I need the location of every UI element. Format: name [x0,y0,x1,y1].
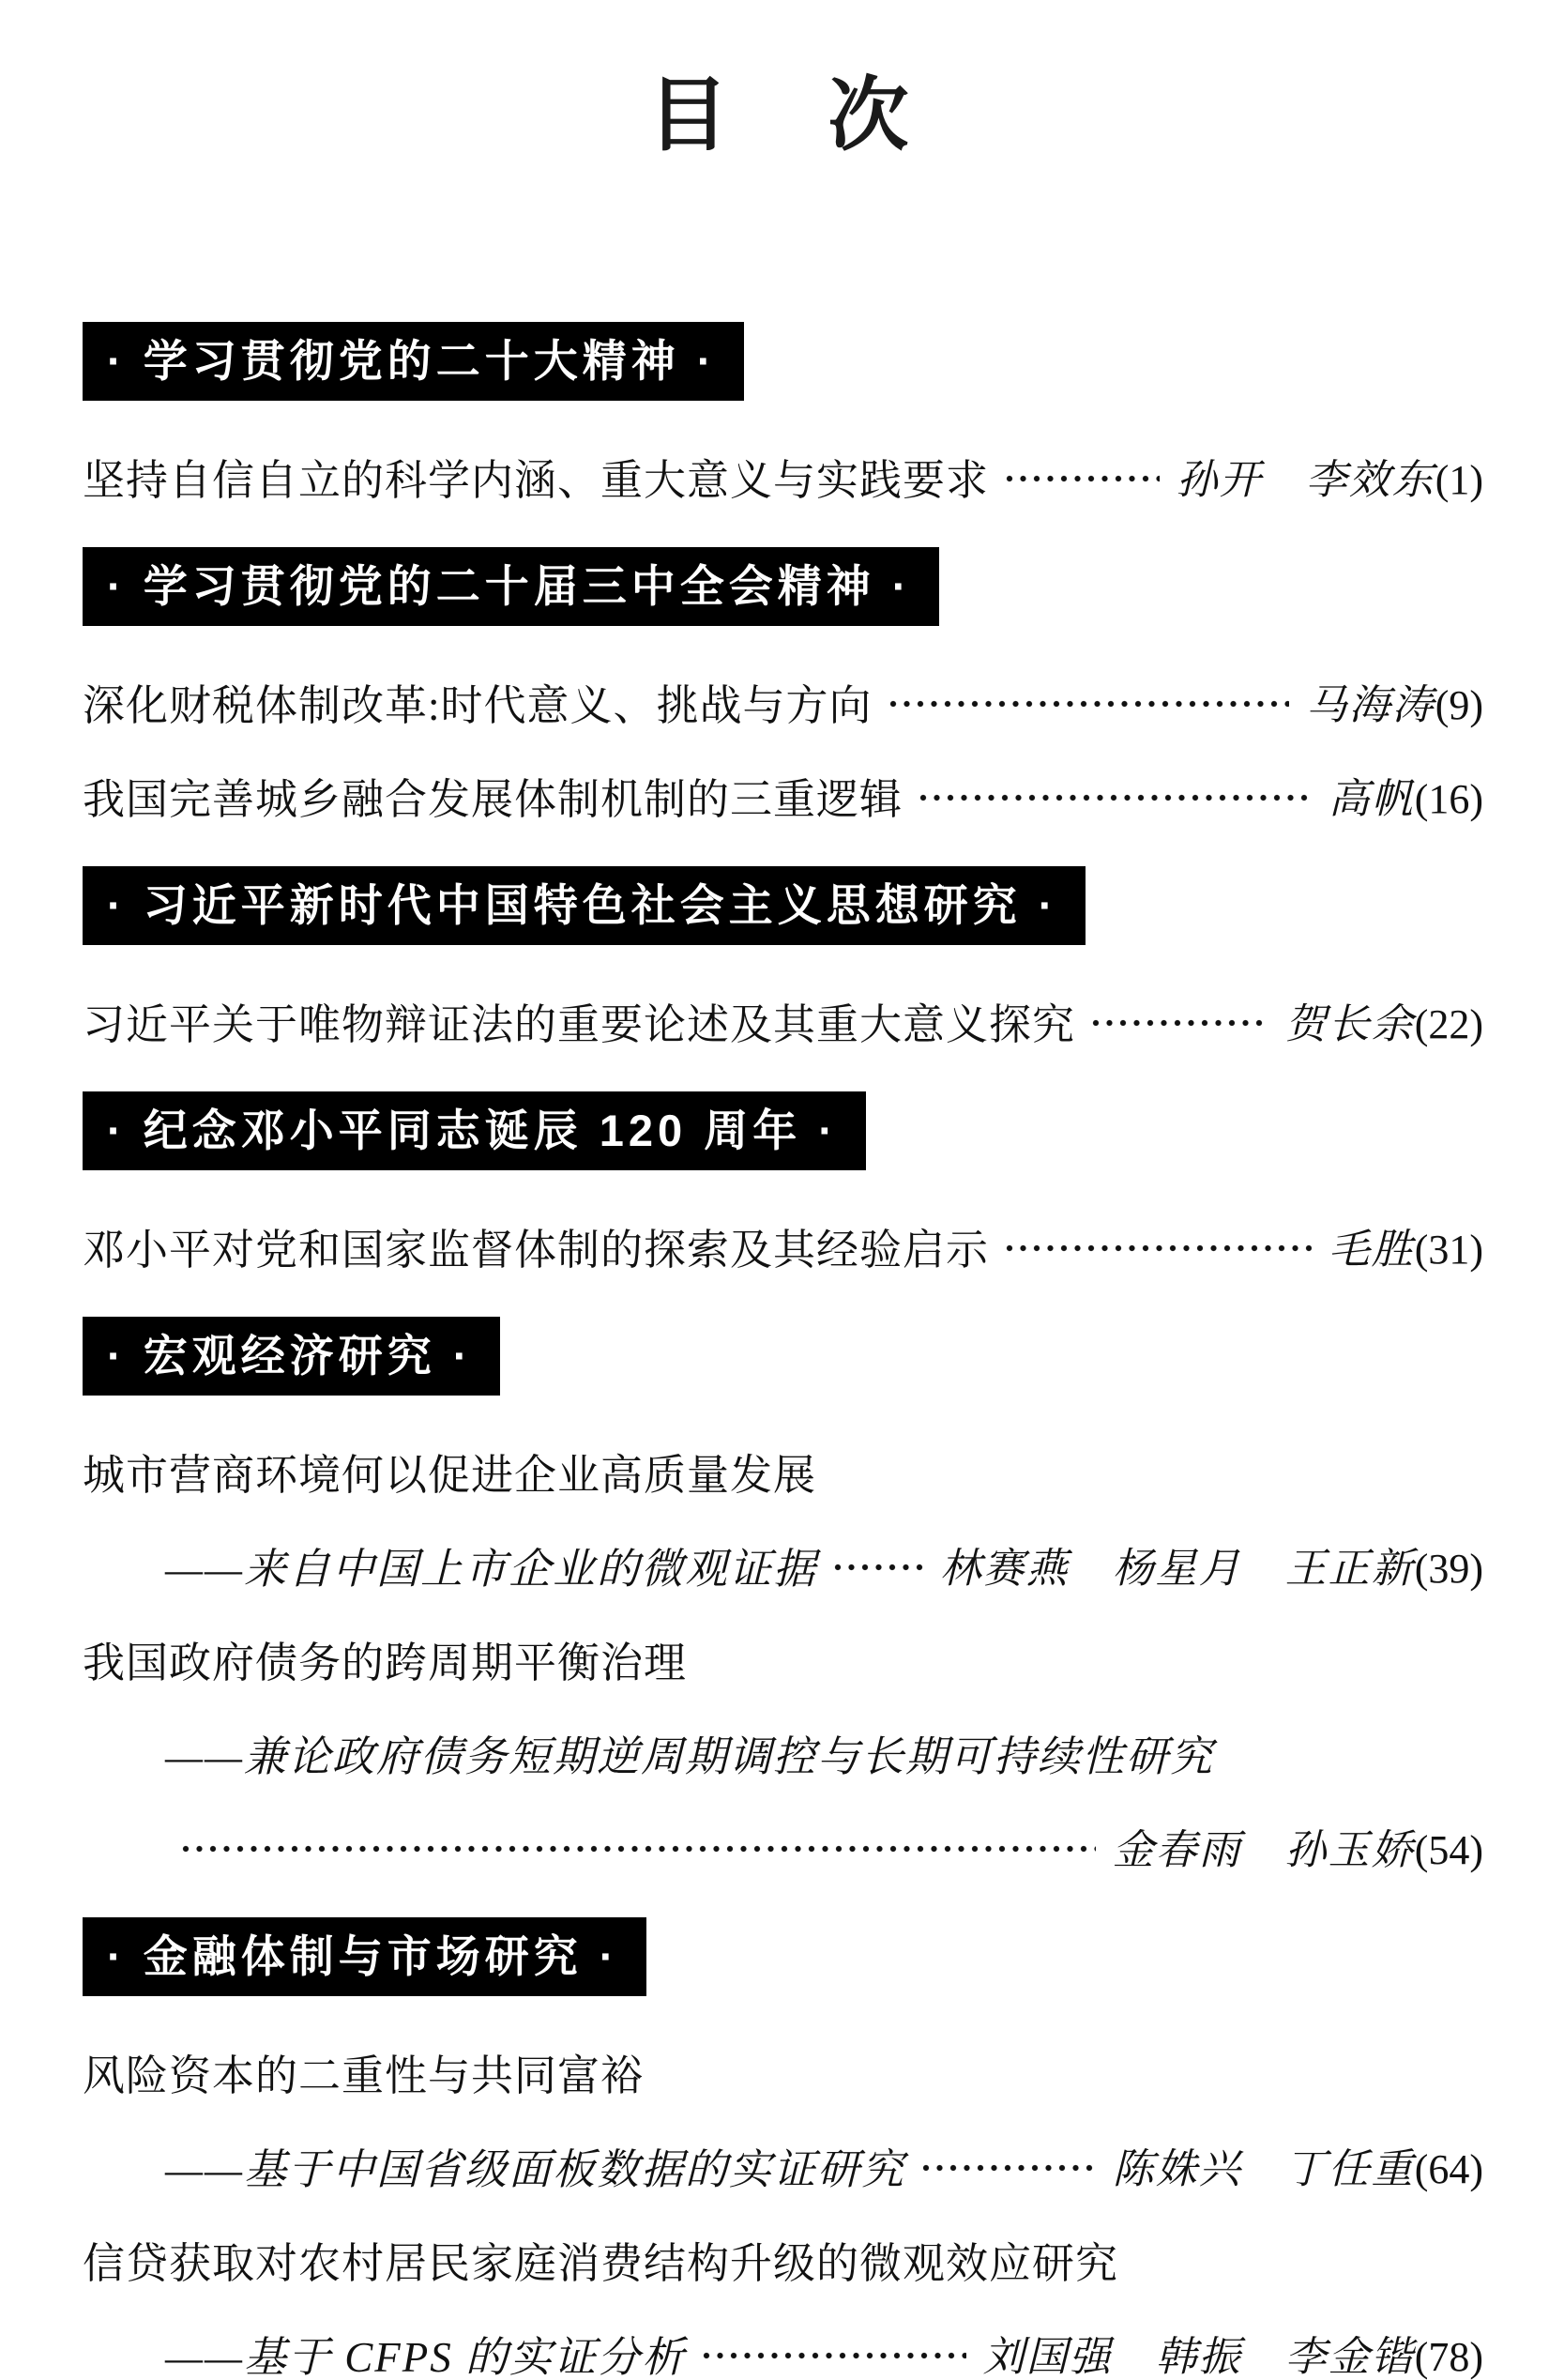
entry-title: 坚持自信自立的科学内涵、重大意义与实践要求 [83,456,990,504]
toc-entry [83,1518,1483,1611]
toc-entry [83,1198,1483,1292]
toc-entry [83,654,1483,748]
dotted-leader [1092,1019,1268,1028]
entry-title: ——基于 CFPS 的实证分析 [165,2333,687,2380]
entry-authors: 林赛燕 杨星月 王正新 [939,1546,1415,1592]
entry-byline [940,1534,1483,1594]
entry-byline [1329,1215,1483,1275]
entry-title: 信贷获取对农村居民家庭消费结构升级的微观效应研究 [83,2239,1119,2287]
page-title: 目 次 [647,70,919,160]
dotted-leader [703,2352,966,2360]
entry-byline [1113,2135,1483,2195]
toc-entry [83,2212,1483,2306]
entry-title: 我国完善城乡融合发展体制机制的三重逻辑 [83,775,903,823]
entry-authors: 贺长余 [1284,1001,1415,1047]
toc-entry [83,1424,1483,1518]
entry-byline [983,2323,1483,2380]
entry-page-number: (1) [1435,457,1483,503]
toc-entry [83,429,1483,523]
section-header: · 习近平新时代中国特色社会主义思想研究 · [83,866,1086,945]
toc-entry [83,2118,1483,2212]
entry-byline [1306,671,1483,731]
section-header: · 学习贯彻党的二十届三中全会精神 · [83,547,939,626]
entry-authors: 孙开 李效东 [1176,457,1435,503]
entry-title: 习近平关于唯物辩证法的重要论述及其重大意义探究 [83,1000,1076,1048]
entry-authors: 马海涛 [1305,682,1435,728]
entry-title: ——兼论政府债务短期逆周期调控与长期可持续性研究 [165,1732,1215,1780]
entry-title: 邓小平对党和国家监督体制的探索及其经验启示 [83,1226,990,1274]
toc-entry [83,1799,1483,1893]
entry-page-number: (22) [1414,1001,1483,1047]
entry-page-number: (39) [1414,1546,1483,1592]
toc-entry [83,748,1483,842]
section-header: · 纪念邓小平同志诞辰 120 周年 · [83,1091,866,1170]
entry-authors: 毛胜 [1328,1227,1415,1273]
entry-byline [1177,446,1483,506]
entry-authors: 陈姝兴 丁任重 [1112,2146,1415,2192]
entry-title: 深化财税体制改革:时代意义、挑战与方向 [83,681,873,729]
toc-entry [83,1611,1483,1705]
dotted-leader [834,1564,923,1572]
entry-page-number: (9) [1435,682,1483,728]
toc-entry [83,973,1483,1067]
entry-title: 风险资本的二重性与共同富裕 [83,2052,645,2099]
entry-title: 我国政府债务的跨周期平衡治理 [83,1639,688,1686]
entry-page-number: (54) [1414,1827,1483,1873]
toc-entry [83,2306,1483,2380]
section-header: · 金融体制与市场研究 · [83,1917,646,1996]
toc-entry [83,2024,1483,2118]
entry-title: ——基于中国省级面板数据的实证研究 [165,2145,906,2193]
dotted-leader [1006,1244,1312,1253]
dotted-leader [919,794,1312,802]
entry-authors: 刘国强 韩振 李金锴 [982,2334,1415,2380]
section-header: · 学习贯彻党的二十大精神 · [83,322,744,401]
entry-authors: 金春雨 孙玉娇 [1112,1827,1415,1873]
entry-page-number: (31) [1414,1227,1483,1273]
entry-title: 城市营商环境何以促进企业高质量发展 [83,1451,817,1499]
toc-list [83,322,1483,2380]
entry-page-number: (78) [1414,2334,1483,2380]
toc-entry [83,1705,1483,1799]
entry-title: ——来自中国上市企业的微观证据 [165,1545,818,1593]
entry-page-number: (16) [1414,776,1483,822]
entry-authors: 高帆 [1328,776,1415,822]
dotted-leader [182,1845,1096,1854]
dotted-leader [889,700,1289,709]
dotted-leader [922,2164,1096,2173]
entry-byline [1113,1816,1483,1876]
entry-byline [1285,990,1483,1050]
entry-byline [1329,765,1483,825]
dotted-leader [1006,475,1160,483]
entry-page-number: (64) [1414,2146,1483,2192]
section-header: · 宏观经济研究 · [83,1317,500,1396]
